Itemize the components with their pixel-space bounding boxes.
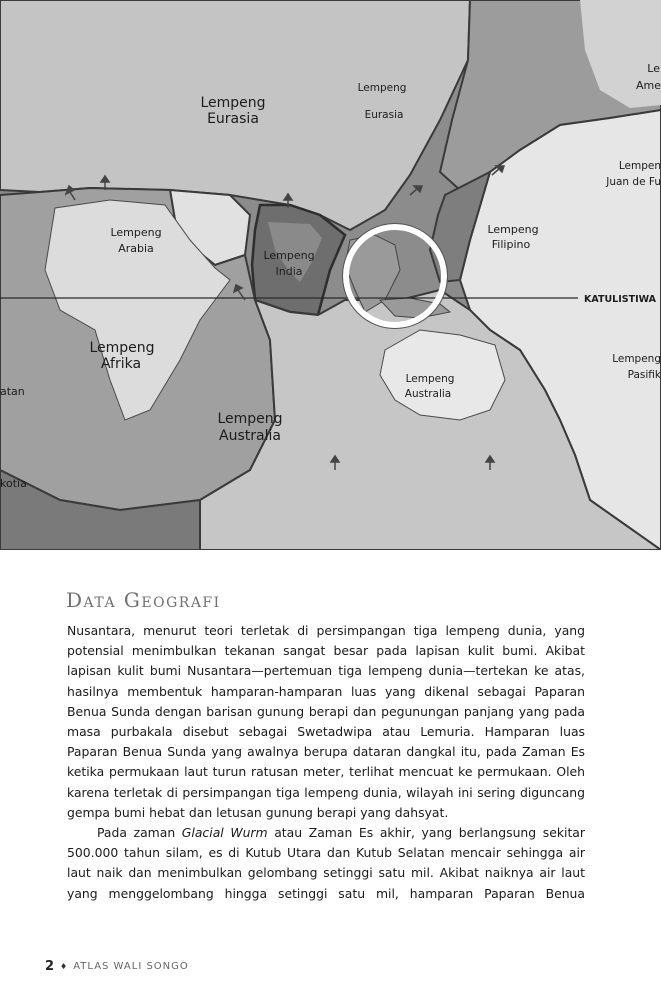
label-arabia-2: Arabia bbox=[118, 242, 154, 255]
label-juan-2: Juan de Fu bbox=[606, 176, 661, 188]
label-pasifik-2: Pasifik bbox=[627, 369, 661, 381]
label-australia-small-1: Lempeng bbox=[405, 373, 455, 385]
label-eurasia-left-2: Eurasia bbox=[207, 111, 259, 127]
label-australia-big-2: Australia bbox=[219, 428, 281, 444]
book-title: ATLAS WALI SONGO bbox=[73, 961, 189, 972]
label-kotia: kotia bbox=[0, 477, 27, 490]
label-filipino-2: Filipino bbox=[491, 238, 531, 251]
label-eurasia-right-2: Eurasia bbox=[364, 109, 404, 121]
label-india-1: Lempeng bbox=[263, 249, 315, 262]
body-text bbox=[67, 621, 585, 904]
label-juan-1: Lempen bbox=[618, 160, 661, 172]
paragraph-1: Nusantara, menurut teori terletak di persimpangan tiga lempeng dunia, yang potensial menimbulkan tekanan sangat besar pada lapisan kulit bumi. Akibat lapisan kulit bumi Nusantara—pertemuan tiga lempeng dunia—tertekan ke atas, hasilnya membentuk hamparan-hamparan luas yang dikenal sebagai Paparan Benua Sunda dengan barisan gunung berapi dan pegunungan panjang yang pada masa purbakala disebut sebagai Swetadwipa atau Lemuria. Hamparan luas Paparan Benua Sunda yang awalnya berupa dataran dangkal itu, pada Zaman Es ketika permukaan laut turun ratusan meter, terlihat mencuat ke permukaan. Oleh karena terletak di persimpangan tiga lempeng dunia, wilayah ini sering diguncang gempa bumi hebat dan letusan gunung berapi yang dahsyat. bbox=[67, 623, 585, 820]
paragraph-2-end: atau Zaman Es akhir, yang berlangsung sekitar 500.000 tahun silam, es di Kutub Utara dan Kutub Selatan mencair sehingga air laut naik dan menimbulkan gelombang setinggi satu mil. Akibat naiknya air laut yang menggelombang hingga setinggi satu mil, hamparan Paparan Benua bbox=[67, 825, 585, 901]
paragraph-2 bbox=[67, 823, 585, 904]
label-eurasia-right-1: Lempeng bbox=[357, 82, 407, 94]
label-na-1: Le bbox=[647, 62, 660, 75]
label-australia-small-2: Australia bbox=[404, 388, 452, 400]
label-afrika-2: Afrika bbox=[100, 356, 142, 372]
label-pasifik-1: Lempeng bbox=[612, 353, 661, 365]
label-atan: atan bbox=[0, 385, 25, 398]
label-afrika-1: Lempeng bbox=[89, 340, 155, 356]
paragraph-2-start: Pada zaman bbox=[97, 825, 182, 841]
page-footer bbox=[45, 959, 189, 974]
label-katulistiwa: KATULISTIWA bbox=[583, 294, 657, 305]
label-na-2: Ame bbox=[635, 79, 661, 92]
label-arabia-1: Lempeng bbox=[110, 226, 162, 239]
label-australia-big-1: Lempeng bbox=[217, 411, 283, 427]
diamond-icon: ♦ bbox=[60, 962, 68, 971]
paragraph-2-italic-term: Glacial Wurm bbox=[181, 825, 268, 841]
label-eurasia-left-1: Lempeng bbox=[200, 95, 266, 111]
label-india-2: India bbox=[275, 265, 303, 278]
page-number: 2 bbox=[45, 959, 55, 974]
label-filipino-1: Lempeng bbox=[487, 223, 539, 236]
section-title: Data Geografi bbox=[66, 588, 221, 612]
